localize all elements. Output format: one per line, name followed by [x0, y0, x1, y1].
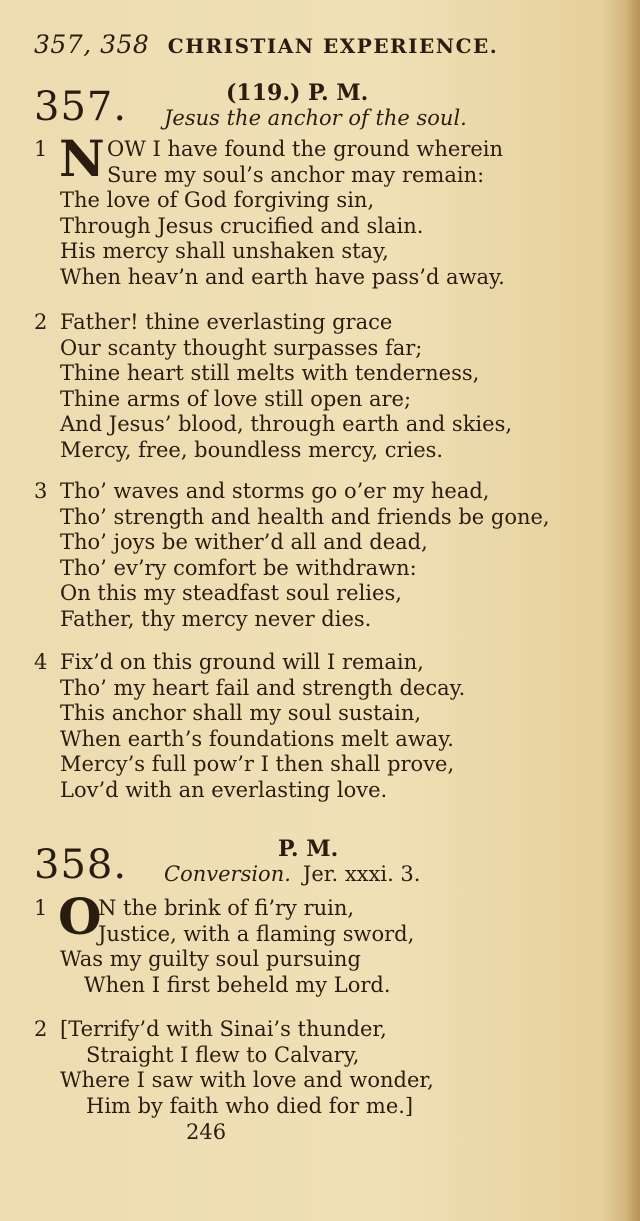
scripture-reference: Jer. xxxi. 3. — [302, 862, 421, 886]
verse-line: OW I have found the ground wherein — [107, 137, 504, 161]
stanza-number: 4 — [34, 650, 48, 674]
hymn-meter: (119.) P. M. — [226, 80, 369, 106]
header-title: CHRISTIAN EXPERIENCE. — [167, 34, 499, 58]
verse-line: His mercy shall unshaken stay, — [60, 239, 389, 263]
verse-line: Thine arms of love still open are; — [60, 386, 412, 411]
stanza — [34, 887, 624, 998]
verse-line: Him by faith who died for me.] — [86, 1093, 414, 1118]
verse-line: Thine heart still melts with tenderness, — [60, 361, 480, 385]
verse-line: This anchor shall my soul sustain, — [60, 701, 422, 725]
hymn-subtitle: Jesus the anchor of the soul. — [164, 106, 467, 130]
verse-line: And Jesus’ blood, through earth and skies, — [60, 412, 513, 436]
verse-line: [Terrify’d with Sinai’s thunder, — [60, 1017, 387, 1041]
header-hymn-numbers: 357, 358 — [34, 30, 150, 59]
stanza-number: 1 — [34, 896, 48, 920]
verse-line: Through Jesus crucified and slain. — [60, 213, 424, 238]
stanza — [34, 650, 624, 803]
verse-line: Was my guilty soul pursuing — [60, 947, 361, 971]
verse-line: When heav’n and earth have pass’d away. — [60, 264, 505, 289]
stanza — [34, 129, 624, 290]
page-number: 246 — [186, 1120, 227, 1144]
verse-line: Justice, with a flaming sword, — [98, 921, 415, 946]
drop-cap: N — [59, 129, 105, 188]
verse-line: Tho’ ev’ry comfort be withdrawn: — [60, 555, 417, 580]
hymn-subtitle — [164, 862, 420, 886]
hymn-number: 357. — [34, 84, 128, 130]
verse-line: Mercy, free, boundless mercy, cries. — [60, 437, 444, 462]
verse-line: When I first beheld my Lord. — [84, 972, 391, 997]
verse-line: The love of God forgiving sin, — [60, 188, 375, 212]
hymn-meter: P. M. — [278, 836, 339, 862]
stanza-number: 2 — [34, 310, 48, 334]
stanza — [34, 1017, 624, 1119]
verse-line: N the brink of fi’ry ruin, — [98, 896, 355, 920]
running-header — [34, 30, 498, 59]
verse-line: Tho’ waves and storms go o’er my head, — [60, 479, 490, 503]
hymn-subtitle-text: Conversion. — [164, 862, 291, 886]
verse-line: Fix’d on this ground will I remain, — [60, 650, 424, 674]
verse-line: Lov’d with an everlasting love. — [60, 777, 388, 802]
verse-line: Tho’ joys be wither’d all and dead, — [60, 530, 428, 554]
stanza — [34, 310, 624, 463]
stanza-number: 3 — [34, 479, 48, 503]
verse-line: Where I saw with love and wonder, — [60, 1068, 434, 1092]
page-edge-shadow — [626, 0, 640, 1221]
verse-line: Our scanty thought surpasses far; — [60, 335, 423, 360]
verse-line: Sure my soul’s anchor may remain: — [107, 162, 485, 187]
verse-line: Mercy’s full pow’r I then shall prove, — [60, 752, 455, 776]
stanza-number: 2 — [34, 1017, 48, 1041]
verse-line: When earth’s foundations melt away. — [60, 726, 454, 751]
verse-line: Father! thine everlasting grace — [60, 310, 393, 334]
stanza-number: 1 — [34, 137, 48, 161]
verse-line: Straight I flew to Calvary, — [86, 1042, 360, 1067]
verse-line: Father, thy mercy never dies. — [60, 606, 372, 631]
drop-cap: O — [58, 887, 102, 946]
verse-line: Tho’ my heart fail and strength decay. — [60, 675, 466, 700]
verse-line: On this my steadfast soul relies, — [60, 581, 402, 605]
verse-line: Tho’ strength and health and friends be gone, — [60, 504, 550, 529]
stanza — [34, 479, 624, 632]
hymn-number: 358. — [34, 842, 128, 888]
